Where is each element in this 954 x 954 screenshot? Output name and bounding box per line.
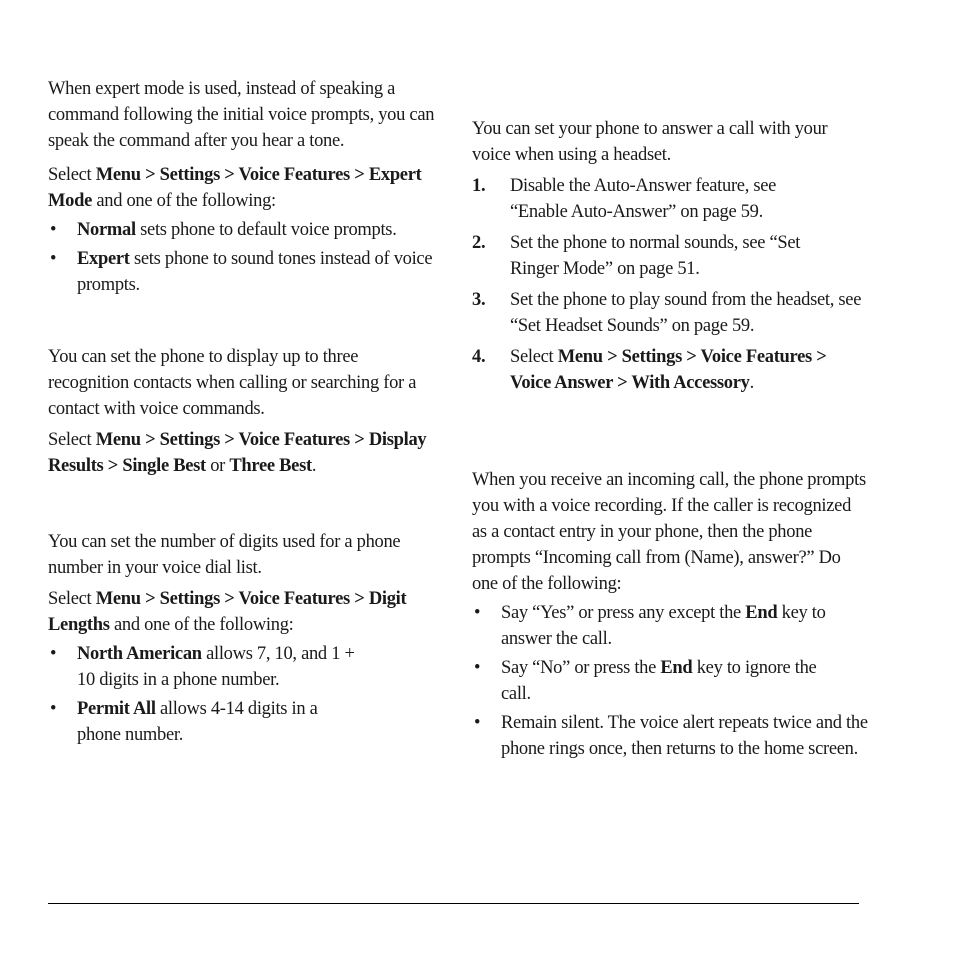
- incoming-call-section: [472, 467, 868, 762]
- display-results-instruction: Select Menu > Settings > Voice Features > Display Results > Single Best or Three Best.: [48, 430, 427, 476]
- digit-lengths-instruction: Select Menu > Settings > Voice Features > Digit Lengths and one of the following:: [48, 589, 407, 635]
- voice-answer-section: [472, 116, 868, 396]
- end-key-label: End: [660, 658, 693, 678]
- end-key-label: End: [745, 603, 778, 623]
- list-item: • Say “Yes” or press any except the End key to answer the call.: [472, 600, 868, 652]
- footer-rule: [48, 903, 859, 904]
- list-item: • Remain silent. The voice alert repeats twice and the phone rings once, then returns to the home screen.: [472, 710, 868, 762]
- list-item: • Permit All allows 4-14 digits in a phone number.: [48, 696, 347, 748]
- menu-path: Menu > Settings > Voice Features > Display Results > Single Best: [48, 430, 427, 476]
- list-item: • North American allows 7, 10, and 1 + 10 digits in a phone number.: [48, 641, 362, 693]
- list-item: • Say “No” or press the End key to ignore the call.: [472, 655, 821, 707]
- incoming-call-intro: When you receive an incoming call, the phone prompts you with a voice recording. If the caller is recognized as a contact entry in your phone, then the phone prompts “Incoming call from (Name), answer?” Do one of the following:: [472, 470, 866, 594]
- expert-mode-intro: When expert mode is used, instead of speaking a command following the initial voice prompts, you can speak the command after you hear a tone.: [48, 79, 435, 151]
- step-item: 4. Select Menu > Settings > Voice Features > Voice Answer > With Accessory.: [472, 347, 827, 393]
- menu-path: Menu > Settings > Voice Features > Voice Answer > With Accessory: [510, 347, 827, 393]
- display-results-section: [48, 344, 440, 479]
- display-results-intro: You can set the phone to display up to three recognition contacts when calling or searching for a contact with voice commands.: [48, 347, 417, 419]
- menu-path: Menu > Settings > Voice Features > Digit Lengths: [48, 589, 407, 635]
- menu-path: Menu > Settings > Voice Features > Expert Mode: [48, 165, 422, 211]
- step-item: 1. Disable the Auto-Answer feature, see “Enable Auto-Answer” on page 59.: [472, 176, 777, 222]
- voice-answer-intro: You can set your phone to answer a call with your voice when using a headset.: [472, 119, 828, 165]
- list-item: • Expert sets phone to sound tones instead of voice prompts.: [48, 246, 440, 298]
- list-item: • Normal sets phone to default voice prompts.: [48, 217, 440, 243]
- digit-lengths-section: [48, 529, 440, 748]
- expert-mode-instruction: Select Menu > Settings > Voice Features > Expert Mode and one of the following:: [48, 165, 422, 211]
- digit-lengths-intro: You can set the number of digits used for a phone number in your voice dial list.: [48, 532, 401, 578]
- step-item: 3. Set the phone to play sound from the headset, see “Set Headset Sounds” on page 59.: [472, 290, 862, 336]
- step-item: 2. Set the phone to normal sounds, see “Set Ringer Mode” on page 51.: [472, 233, 801, 279]
- expert-mode-section: [48, 76, 440, 298]
